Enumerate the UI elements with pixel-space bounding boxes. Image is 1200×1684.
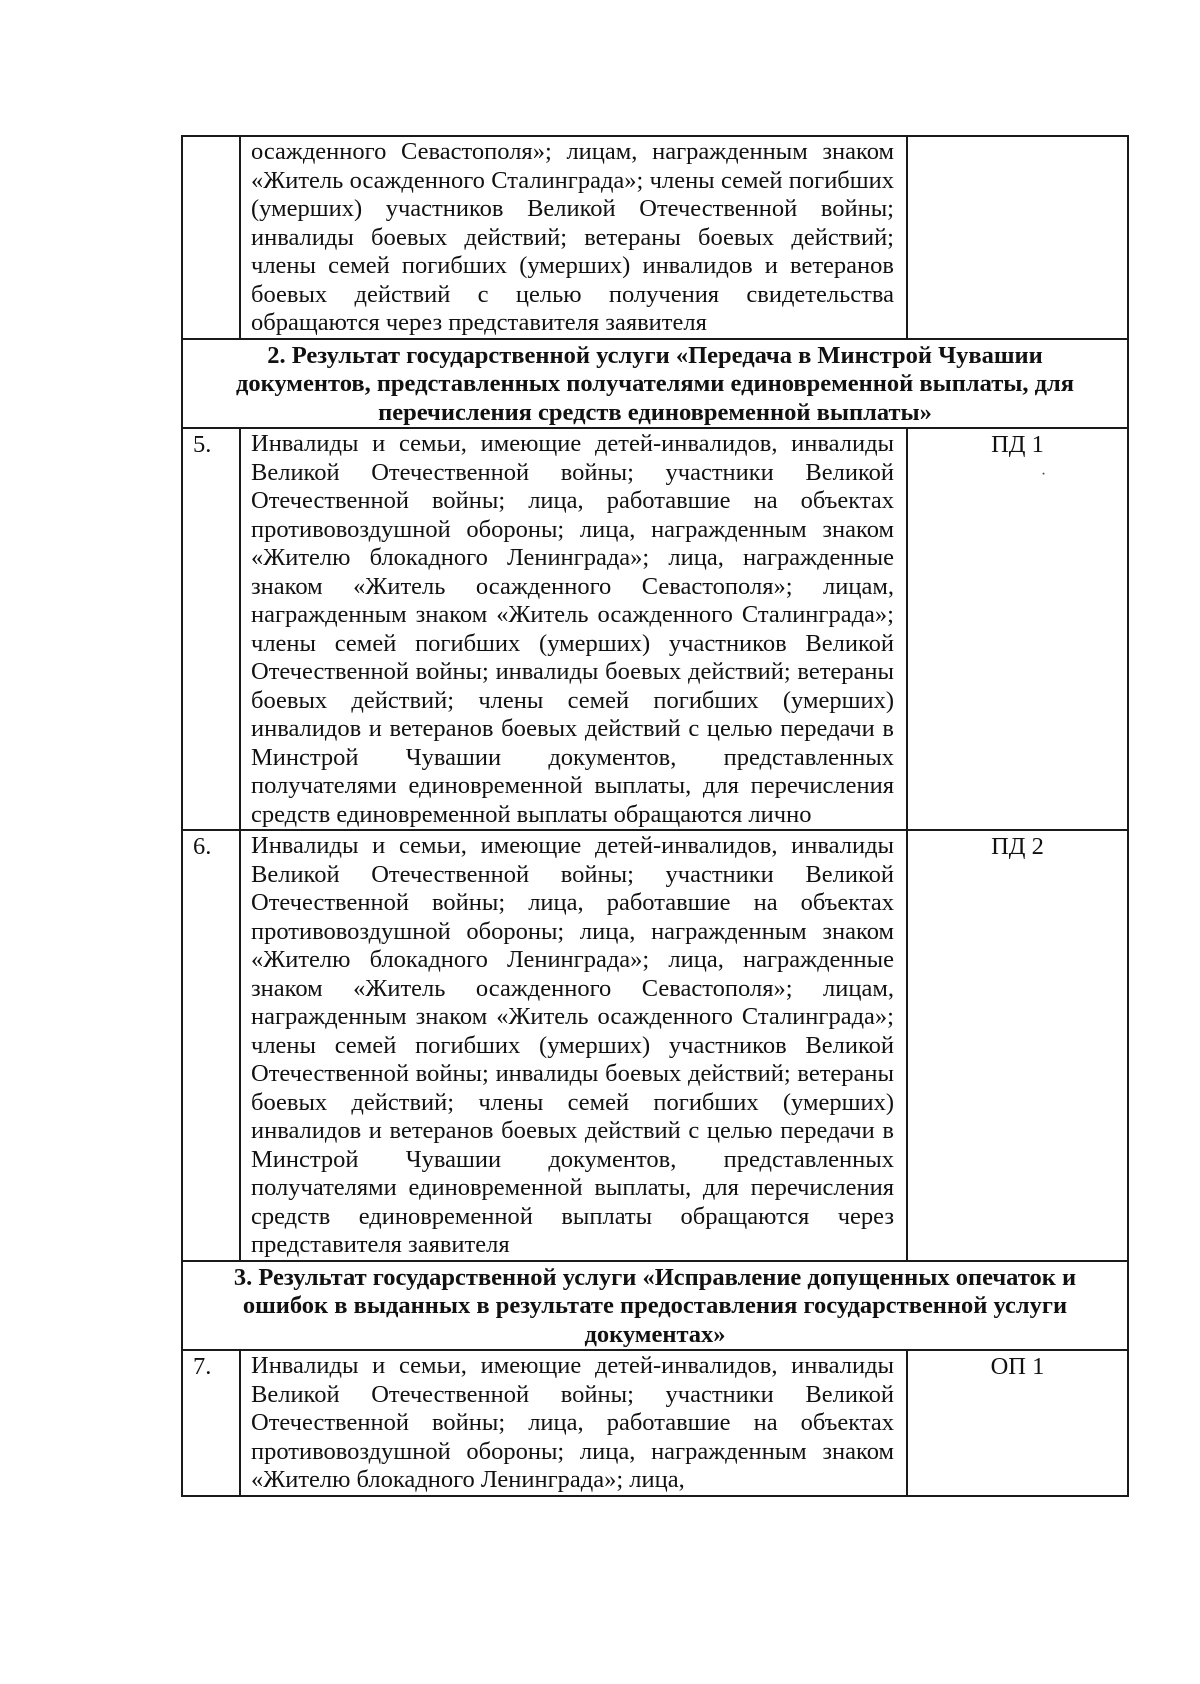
applicants-table — [181, 135, 1129, 1497]
applicant-description — [240, 136, 907, 339]
applicant-description-text: Инвалиды и семьи, имеющие детей-инвалидов, инвалиды Великой Отечественной войны; участники Великой Отечественной войны; лица, работавшие на объектах противовоздушной обороны; лица, награжденным знаком «Жителю блокадного Ленинграда»; лица, награжденные знаком «Житель осажденного Севастополя»; лицам, награжденным знаком «Житель осажденного Сталинграда»; члены семей погибших (умерших) участников Великой Отечественной войны; инвалиды боевых действий; ветераны боевых действий; члены семей погибших (умерших) инвалидов и ветеранов боевых действий с целью передачи в Минстрой Чувашии документов, представленных получателями единовременной выплаты, для перечисления средств единовременной выплаты обращаются лично — [251, 430, 894, 828]
applicant-description — [240, 830, 907, 1261]
document-code-cell — [907, 428, 1128, 830]
applicant-description — [240, 428, 907, 830]
applicant-description — [240, 1350, 907, 1496]
table-row-continuation — [182, 136, 1128, 339]
section-2-title: 2. Результат государственной услуги «Передача в Минстрой Чувашии документов, представленных получателями единовременной выплаты, для перечисления средств единовременной выплаты» — [182, 339, 1128, 429]
document-code: ОП 1 — [907, 1350, 1128, 1496]
document-code: ПД 1 — [991, 431, 1044, 458]
table-row — [182, 830, 1128, 1261]
applicant-description-text: Инвалиды и семьи, имеющие детей-инвалидов, инвалиды Великой Отечественной войны; участники Великой Отечественной войны; лица, работавшие на объектах противовоздушной обороны; лица, награжденным знаком «Жителю блокадного Ленинграда»; лица, награжденные знаком «Житель осажденного Севастополя»; лицам, награжденным знаком «Житель осажденного Сталинграда»; члены семей погибших (умерших) участников Великой Отечественной войны; инвалиды боевых действий; ветераны боевых действий; члены семей погибших (умерших) инвалидов и ветеранов боевых действий с целью передачи в Минстрой Чувашии документов, представленных получателями единовременной выплаты, для перечисления средств единовременной выплаты обращаются через представителя заявителя — [251, 832, 894, 1258]
section-header-row — [182, 339, 1128, 429]
table-row — [182, 428, 1128, 830]
section-3-title: 3. Результат государственной услуги «Исправление допущенных опечаток и ошибок в выданных в результате предоставления государственной услуги документах» — [182, 1261, 1128, 1351]
row-number — [182, 136, 240, 339]
row-number: 7. — [182, 1350, 240, 1496]
scan-speck: · — [1040, 465, 1047, 483]
applicant-description-text: Инвалиды и семьи, имеющие детей-инвалидов, инвалиды Великой Отечественной войны; участники Великой Отечественной войны; лица, работавшие на объектах противовоздушной обороны; лица, награжденным знаком «Жителю блокадного Ленинграда»; лица, — [251, 1352, 894, 1493]
document-code: ПД 2 — [907, 830, 1128, 1261]
row-number: 6. — [182, 830, 240, 1261]
table-row — [182, 1350, 1128, 1496]
row-number: 5. — [182, 428, 240, 830]
section-header-row — [182, 1261, 1128, 1351]
applicant-description-text: осажденного Севастополя»; лицам, награжденным знаком «Житель осажденного Сталинграда»; члены семей погибших (умерших) участников Великой Отечественной войны; инвалиды боевых действий; ветераны боевых действий; члены семей погибших (умерших) инвалидов и ветеранов боевых действий с целью получения свидетельства обращаются через представителя заявителя — [251, 138, 894, 336]
document-code — [907, 136, 1128, 339]
